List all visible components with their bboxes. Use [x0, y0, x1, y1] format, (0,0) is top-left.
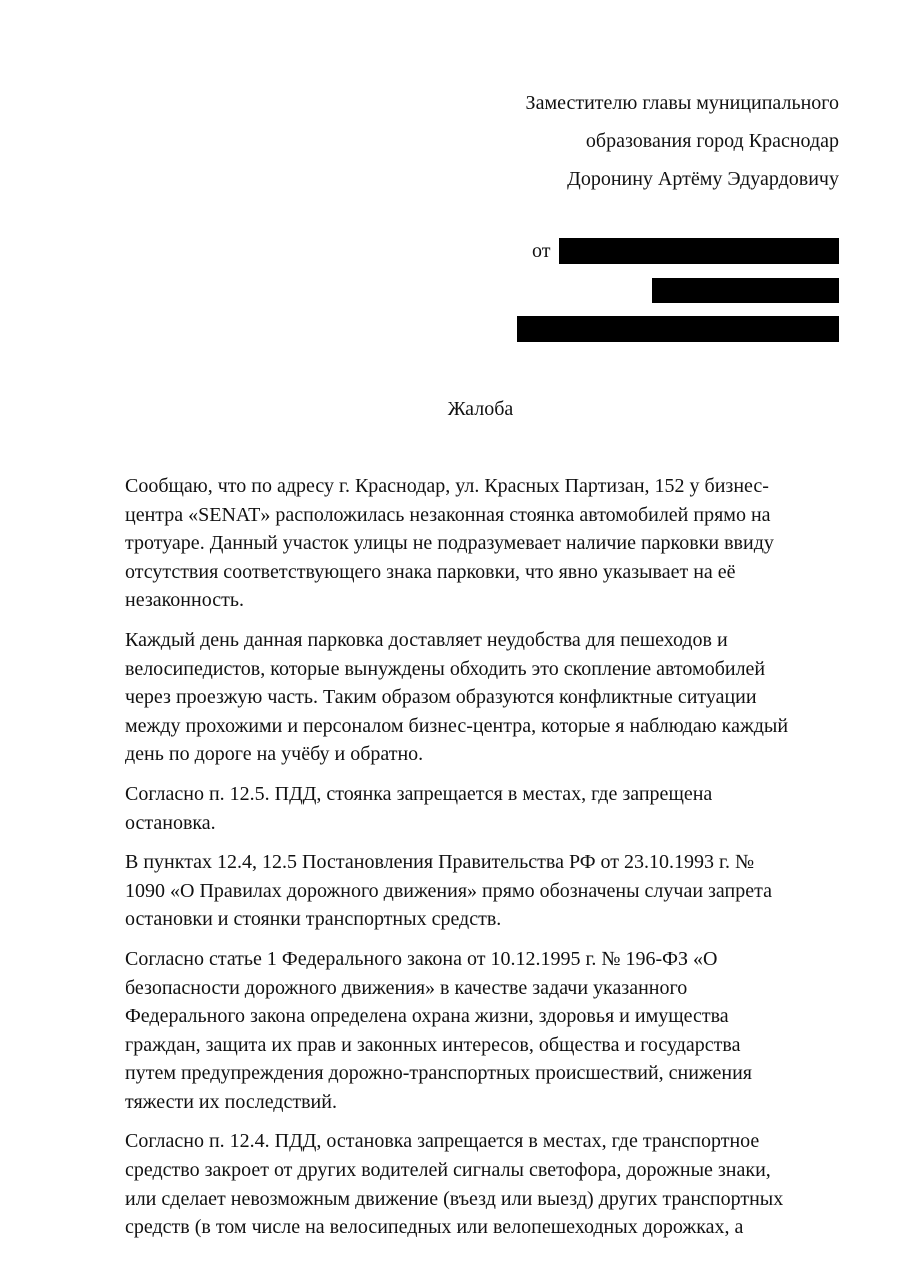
text-line: 1090 «О Правилах дорожного движения» прямо обозначены случаи запрета: [125, 879, 772, 902]
text-line: Сообщаю, что по адресу г. Краснодар, ул. Красных Партизан, 152 у бизнес-: [125, 475, 769, 497]
text-line: центра «SENAT» расположилась незаконная стоянка автомобилей прямо на: [125, 503, 771, 526]
text-line: Согласно статье 1 Федерального закона от 10.12.1995 г. № 196-ФЗ «О: [125, 947, 718, 970]
paragraph: [125, 472, 845, 615]
text-line: велосипедистов, которые вынуждены обходить это скопление автомобилей: [125, 657, 766, 680]
text-line: Согласно п. 12.4. ПДД, остановка запрещается в местах, где транспортное: [125, 1130, 760, 1153]
text-line: граждан, защита их прав и законных интересов, общества и государства: [125, 1033, 741, 1056]
text-line: путем предупреждения дорожно-транспортных происшествий, снижения: [125, 1062, 752, 1085]
document-title: Жалоба: [447, 398, 514, 420]
text-line: остановка.: [125, 811, 216, 834]
addressee-block: [526, 84, 839, 198]
addressee-line: Доронину Артёму Эдуардовичу: [567, 168, 839, 190]
text-line: остановки и стоянки транспортных средств.: [125, 908, 502, 931]
text-line: или сделает невозможным движение (въезд или выезд) других транспортных: [125, 1187, 784, 1210]
paragraph: [125, 945, 845, 1117]
paragraph: [125, 626, 845, 769]
paragraph: [125, 780, 845, 837]
text-line: незаконность.: [125, 589, 244, 612]
text-line: отсутствия соответствующего знака парковки, что явно указывает на её: [125, 560, 736, 583]
redacted-sender-detail: [652, 278, 839, 303]
text-line: тяжести их последствий.: [125, 1090, 337, 1113]
text-line: через проезжую часть. Таким образом образуются конфликтные ситуации: [125, 686, 757, 709]
paragraph: [125, 1127, 845, 1241]
addressee-line: образования город Краснодар: [585, 130, 839, 152]
redacted-sender-address: [517, 316, 839, 342]
redacted-sender-name: [559, 238, 839, 264]
text-line: Каждый день данная парковка доставляет неудобства для пешеходов и: [125, 628, 728, 651]
text-line: тротуаре. Данный участок улицы не подразумевает наличие парковки ввиду: [125, 532, 774, 555]
text-line: Согласно п. 12.5. ПДД, стоянка запрещается в местах, где запрещена: [125, 782, 713, 805]
sender-from-label: от: [532, 240, 551, 262]
text-line: средств (в том числе на велосипедных или велопешеходных дорожках, а: [125, 1216, 744, 1239]
text-line: безопасности дорожного движения» в качестве задачи указанного: [125, 976, 688, 999]
paragraph: [125, 848, 845, 934]
complaint-body: [125, 472, 845, 1253]
text-line: день по дороге на учёбу и обратно.: [125, 743, 424, 766]
text-line: В пунктах 12.4, 12.5 Постановления Правительства РФ от 23.10.1993 г. №: [125, 851, 755, 874]
text-line: Федерального закона определена охрана жизни, здоровья и имущества: [125, 1005, 729, 1028]
text-line: средство закроет от других водителей сигналы светофора, дорожные знаки,: [125, 1159, 771, 1182]
text-line: между прохожими и персоналом бизнес-центра, которые я наблюдаю каждый: [125, 714, 789, 737]
addressee-line: Заместителю главы муниципального: [525, 92, 839, 114]
